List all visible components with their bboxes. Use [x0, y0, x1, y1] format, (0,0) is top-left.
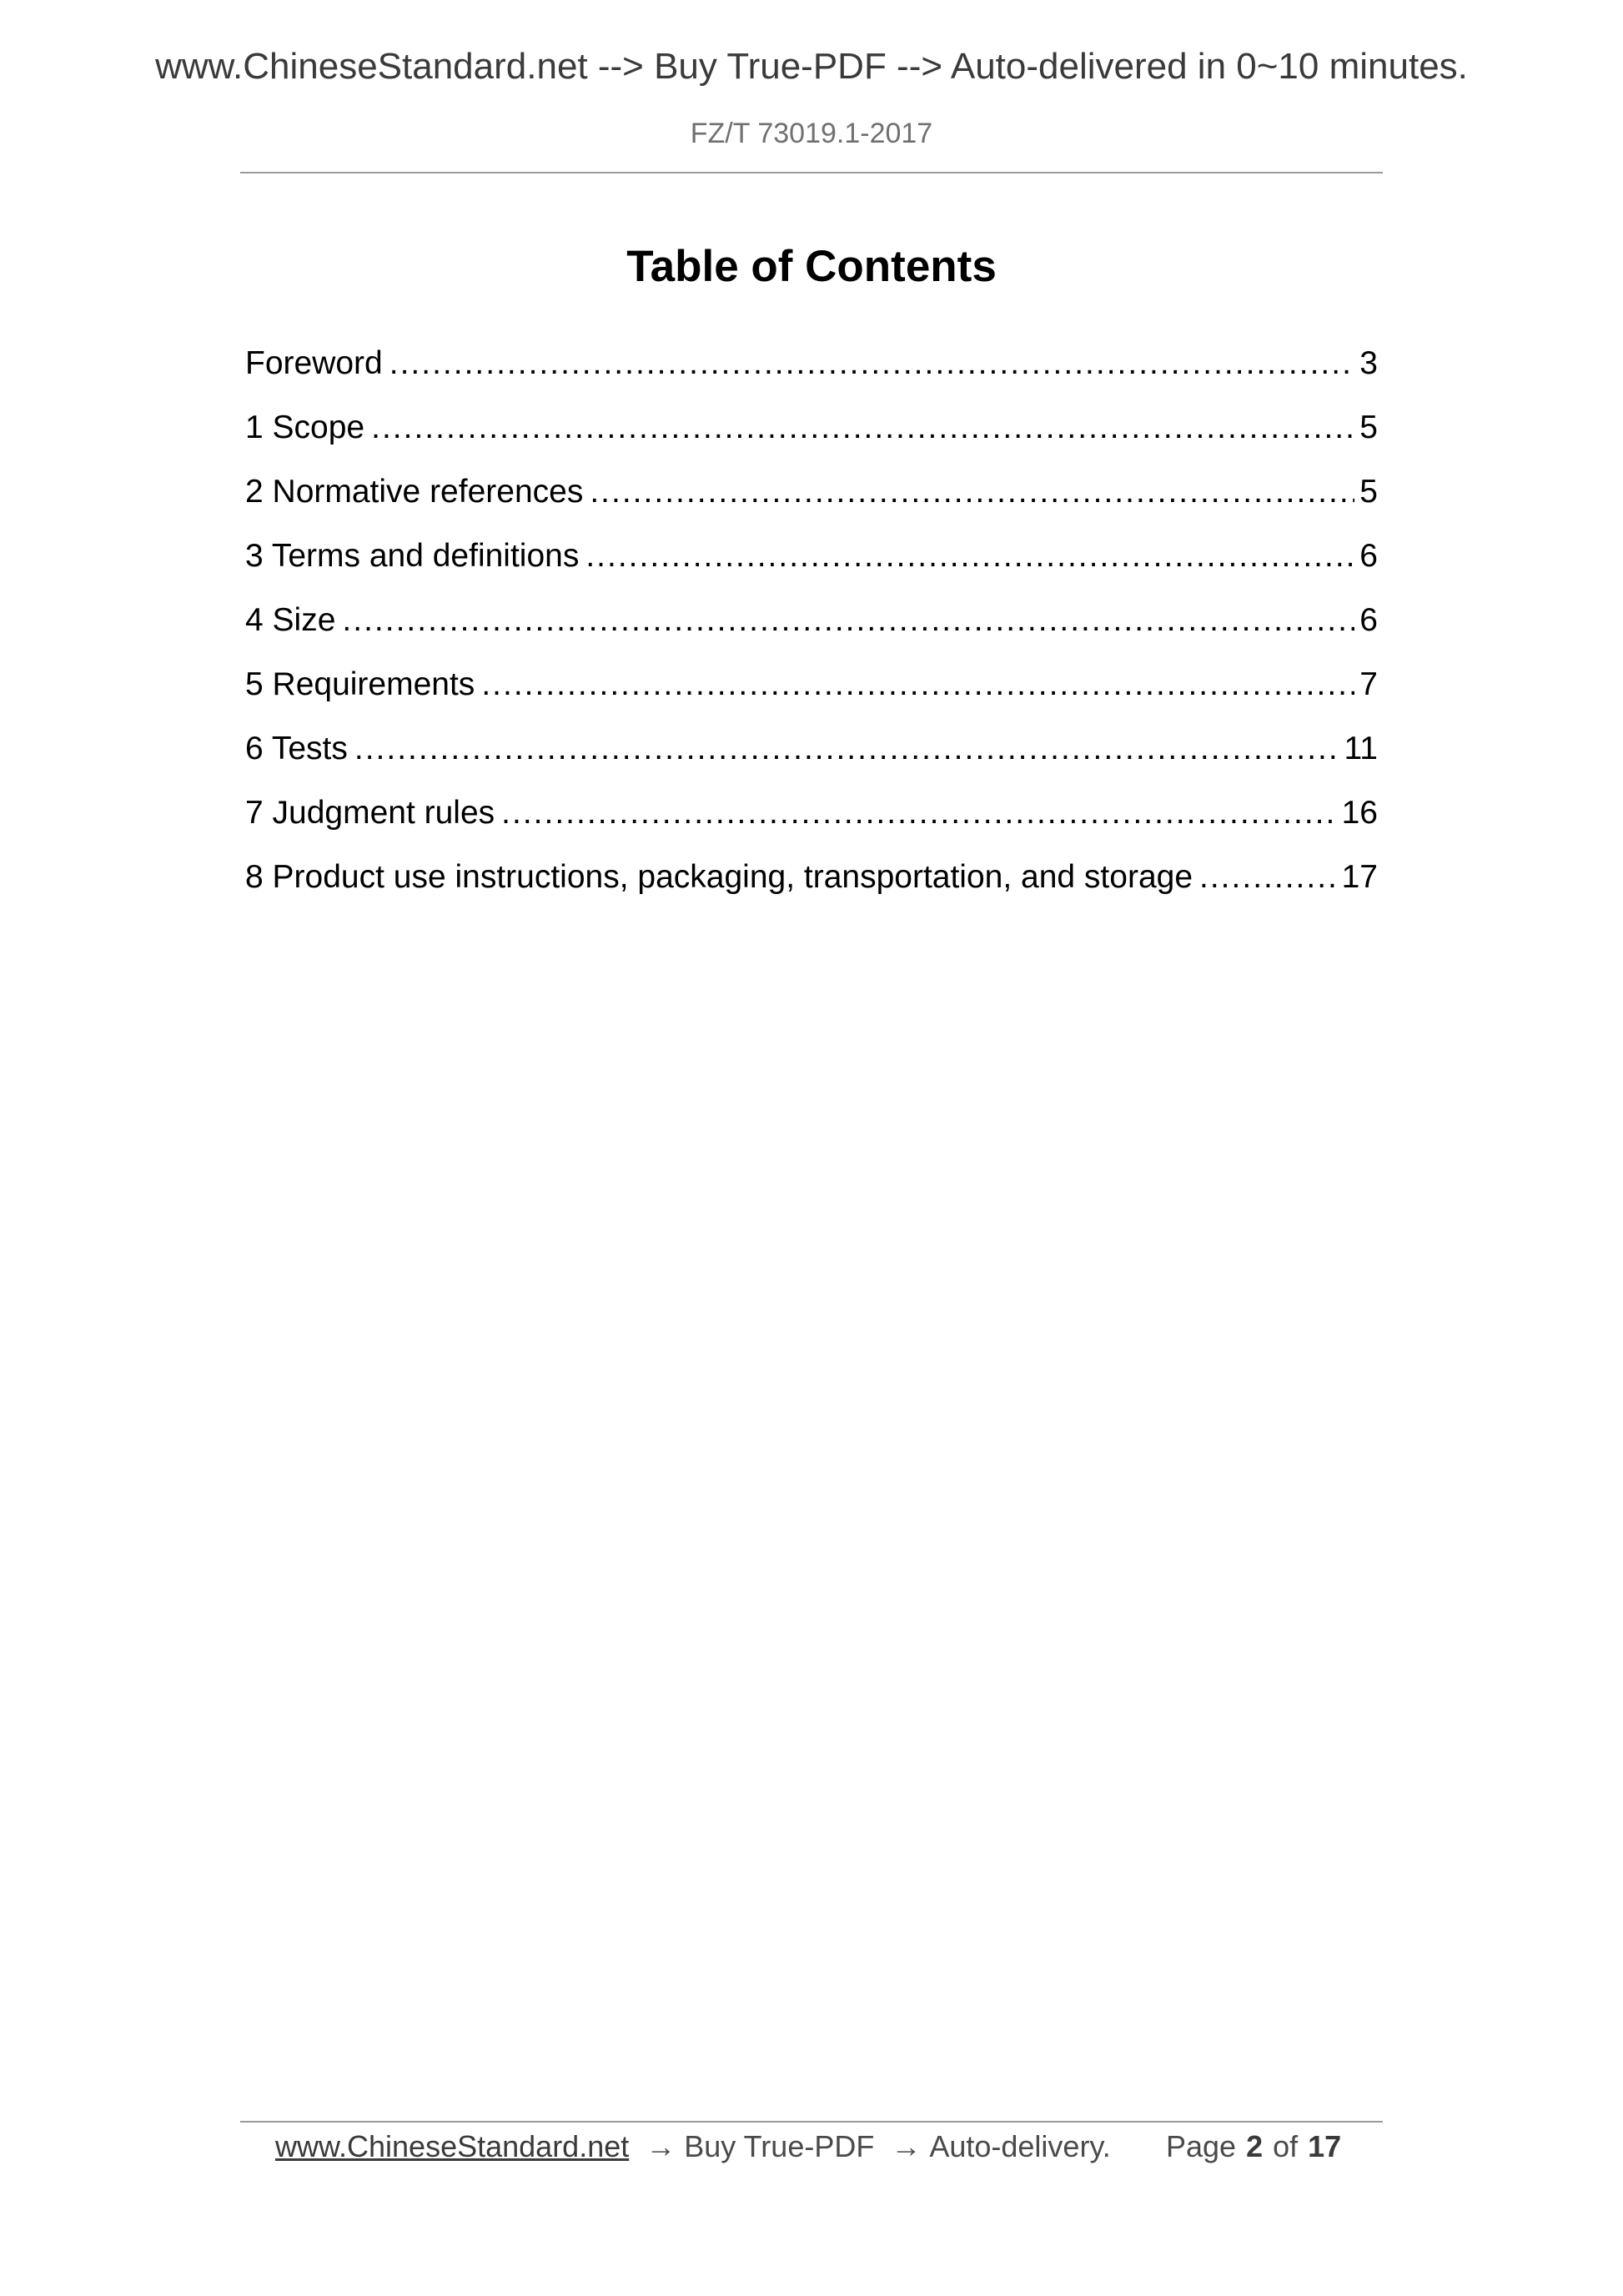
- toc-entry-page: 6: [1359, 602, 1378, 638]
- toc-entry-normative-references[interactable]: [245, 467, 1378, 531]
- page-current: 2: [1246, 2129, 1264, 2163]
- toc-entry-foreword[interactable]: [245, 339, 1378, 403]
- toc-entry-judgment-rules[interactable]: [245, 788, 1378, 852]
- toc-entry-label: 3 Terms and definitions: [245, 538, 580, 574]
- toc-entry-label: 1 Scope: [245, 409, 365, 445]
- dot-leader: [342, 595, 1354, 646]
- dot-leader: [481, 660, 1354, 710]
- footer-divider: [240, 2121, 1383, 2123]
- toc-entry-product-use-instructions[interactable]: [245, 852, 1378, 917]
- right-arrow-icon: →: [891, 2129, 922, 2163]
- dot-leader: [585, 531, 1354, 581]
- toc-entry-label: 7 Judgment rules: [245, 795, 495, 831]
- toc-list: [245, 339, 1378, 917]
- dot-leader: [354, 724, 1339, 774]
- toc-entry-page: 3: [1359, 345, 1378, 381]
- toc-entry-label: Foreword: [245, 345, 383, 381]
- footer-buy-text: Buy True-PDF: [684, 2129, 875, 2163]
- dot-leader: [590, 467, 1354, 517]
- toc-entry-label: 2 Normative references: [245, 474, 584, 510]
- right-arrow-icon: →: [646, 2129, 676, 2163]
- toc-entry-page: 5: [1359, 474, 1378, 510]
- document-code: FZ/T 73019.1-2017: [690, 118, 933, 149]
- toc-entry-terms-and-definitions[interactable]: [245, 531, 1378, 595]
- toc-title: Table of Contents: [626, 242, 997, 291]
- toc-entry-page: 7: [1359, 666, 1378, 702]
- toc-entry-label: 8 Product use instructions, packaging, transportation, and storage: [245, 859, 1193, 895]
- toc-entry-page: 11: [1344, 731, 1378, 766]
- page-footer: [275, 2125, 1359, 2168]
- header-divider: [240, 172, 1383, 173]
- toc-entry-page: 5: [1359, 409, 1378, 445]
- page-of: of: [1273, 2129, 1299, 2163]
- toc-entry-label: 6 Tests: [245, 731, 348, 766]
- toc-entry-size[interactable]: [245, 595, 1378, 660]
- toc-entry-page: 17: [1341, 859, 1378, 895]
- footer-delivery-text: Auto-delivery.: [929, 2129, 1111, 2163]
- dot-leader: [389, 339, 1355, 389]
- toc-entry-requirements[interactable]: [245, 660, 1378, 724]
- page-label: Page: [1166, 2129, 1237, 2163]
- toc-entry-page: 16: [1341, 795, 1378, 831]
- toc-entry-label: 5 Requirements: [245, 666, 475, 702]
- toc-entry-scope[interactable]: [245, 403, 1378, 467]
- page-total: 17: [1308, 2129, 1342, 2163]
- dot-leader: [371, 403, 1354, 453]
- toc-entry-tests[interactable]: [245, 724, 1378, 788]
- footer-promo: [275, 2125, 1111, 2168]
- dot-leader: [501, 788, 1336, 838]
- page-indicator: [1166, 2125, 1351, 2168]
- site-link[interactable]: www.ChineseStandard.net: [275, 2129, 630, 2163]
- dot-leader: [1199, 852, 1337, 902]
- toc-entry-label: 4 Size: [245, 602, 336, 638]
- site-banner: www.ChineseStandard.net --> Buy True-PDF --> Auto-delivered in 0~10 minutes.: [155, 46, 1468, 87]
- toc-entry-page: 6: [1359, 538, 1378, 574]
